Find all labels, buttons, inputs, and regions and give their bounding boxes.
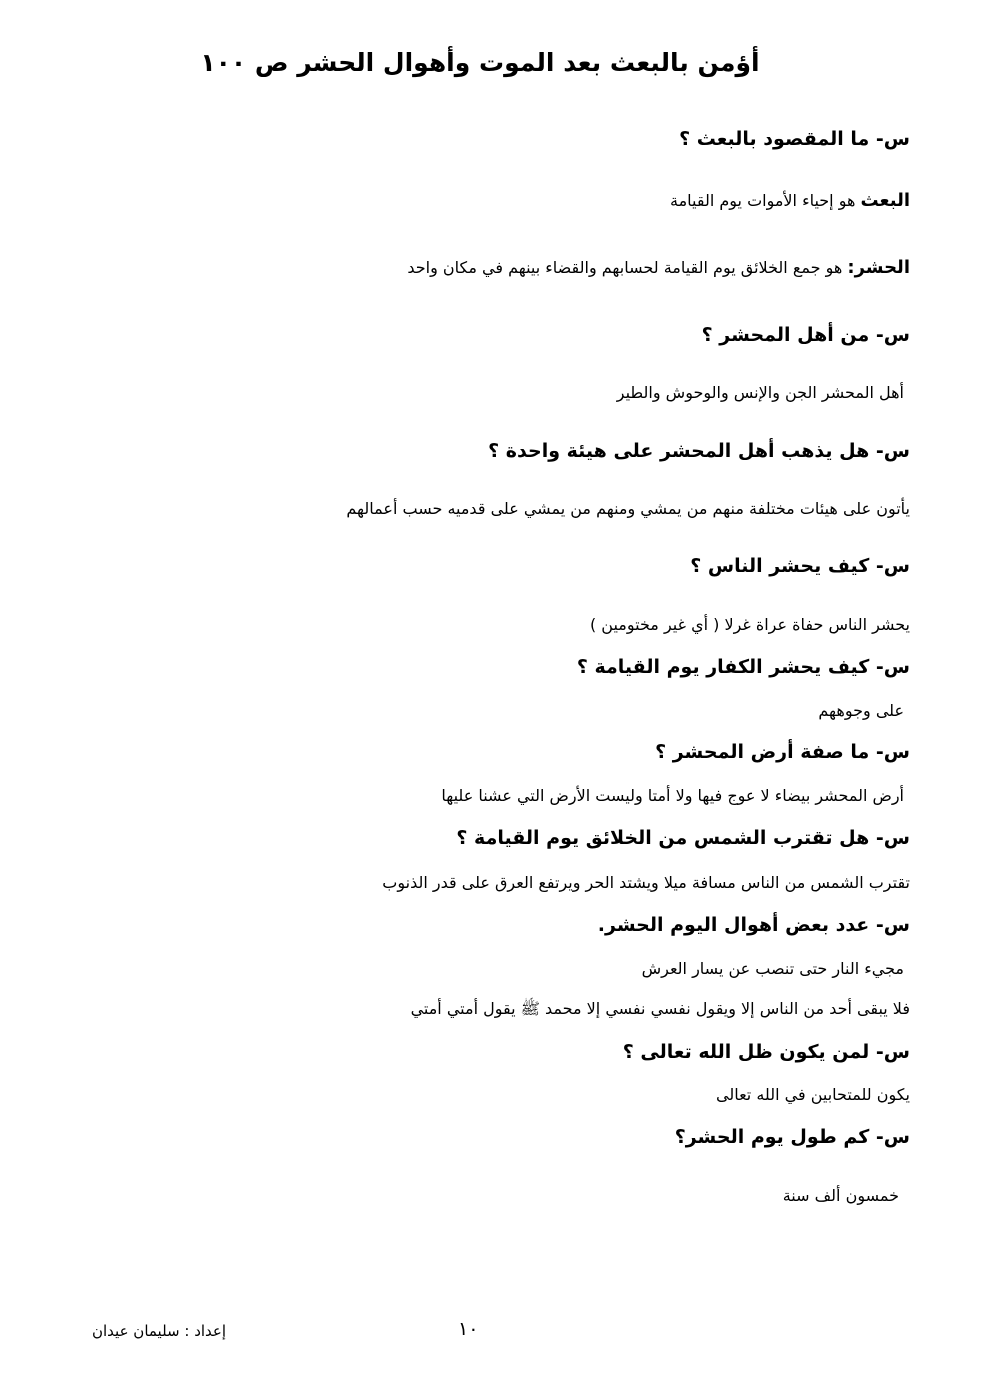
answer-9: مجيء النار حتى تنصب عن يسار العرش bbox=[641, 959, 904, 978]
question-4: س- كيف يحشر الناس ؟ bbox=[690, 555, 910, 577]
answer-11: يكون للمتحابين في الله تعالى bbox=[716, 1085, 910, 1104]
answer-8: تقترب الشمس من الناس مسافة ميلا ويشتد الحر ويرتفع العرق على قدر الذنوب bbox=[382, 873, 910, 892]
answer-3: أهل المحشر الجن والإنس والوحوش والطير bbox=[616, 383, 904, 402]
question-7: س- هل تقترب الشمس من الخلائق يوم القيامة ؟ bbox=[456, 827, 910, 849]
question-1: س- ما المقصود بالبعث ؟ bbox=[679, 128, 910, 150]
question-10: س- كم طول يوم الحشر؟ bbox=[674, 1126, 910, 1148]
answer-10: فلا يبقى أحد من الناس إلا ويقول نفسي نفسي إلا محمد ﷺ يقول أمتي أمتي bbox=[410, 999, 910, 1018]
answer-12: خمسون ألف سنة bbox=[782, 1186, 899, 1205]
question-2: س- من أهل المحشر ؟ bbox=[701, 324, 910, 346]
question-8: س- عدد بعض أهوال اليوم الحشر. bbox=[597, 914, 910, 936]
answer-1 bbox=[670, 190, 910, 211]
answer-1-text: هو إحياء الأموات يوم القيامة bbox=[670, 191, 861, 210]
question-5: س- كيف يحشر الكفار يوم القيامة ؟ bbox=[576, 656, 910, 678]
question-3: س- هل يذهب أهل المحشر على هيئة واحدة ؟ bbox=[488, 440, 910, 462]
answer-2-term: الحشر: bbox=[847, 257, 910, 278]
answer-2 bbox=[407, 257, 910, 278]
answer-6: على وجوههم bbox=[818, 701, 904, 720]
answer-4: يأتون على هيئات مختلفة منهم من يمشي ومنهم من يمشي على قدميه حسب أعمالهم bbox=[346, 499, 910, 518]
answer-7: أرض المحشر بيضاء لا عوج فيها ولا أمتا وليست الأرض التي عشنا عليها bbox=[441, 786, 904, 805]
question-6: س- ما صفة أرض المحشر ؟ bbox=[655, 741, 910, 763]
answer-5: يحشر الناس حفاة عراة غرلا ( أي غير مختومين ) bbox=[589, 615, 910, 634]
answer-1-term: البعث bbox=[860, 190, 910, 211]
page-number: ١٠ bbox=[458, 1318, 479, 1340]
page-title: أؤمن بالبعث بعد الموت وأهوال الحشر ص ١٠٠ bbox=[200, 48, 760, 77]
question-9: س- لمن يكون ظل الله تعالى ؟ bbox=[622, 1041, 910, 1063]
prepared-by: إعداد : سليمان عيدان bbox=[92, 1322, 227, 1340]
answer-2-text: هو جمع الخلائق يوم القيامة لحسابهم والقضاء بينهم في مكان واحد bbox=[407, 258, 848, 277]
